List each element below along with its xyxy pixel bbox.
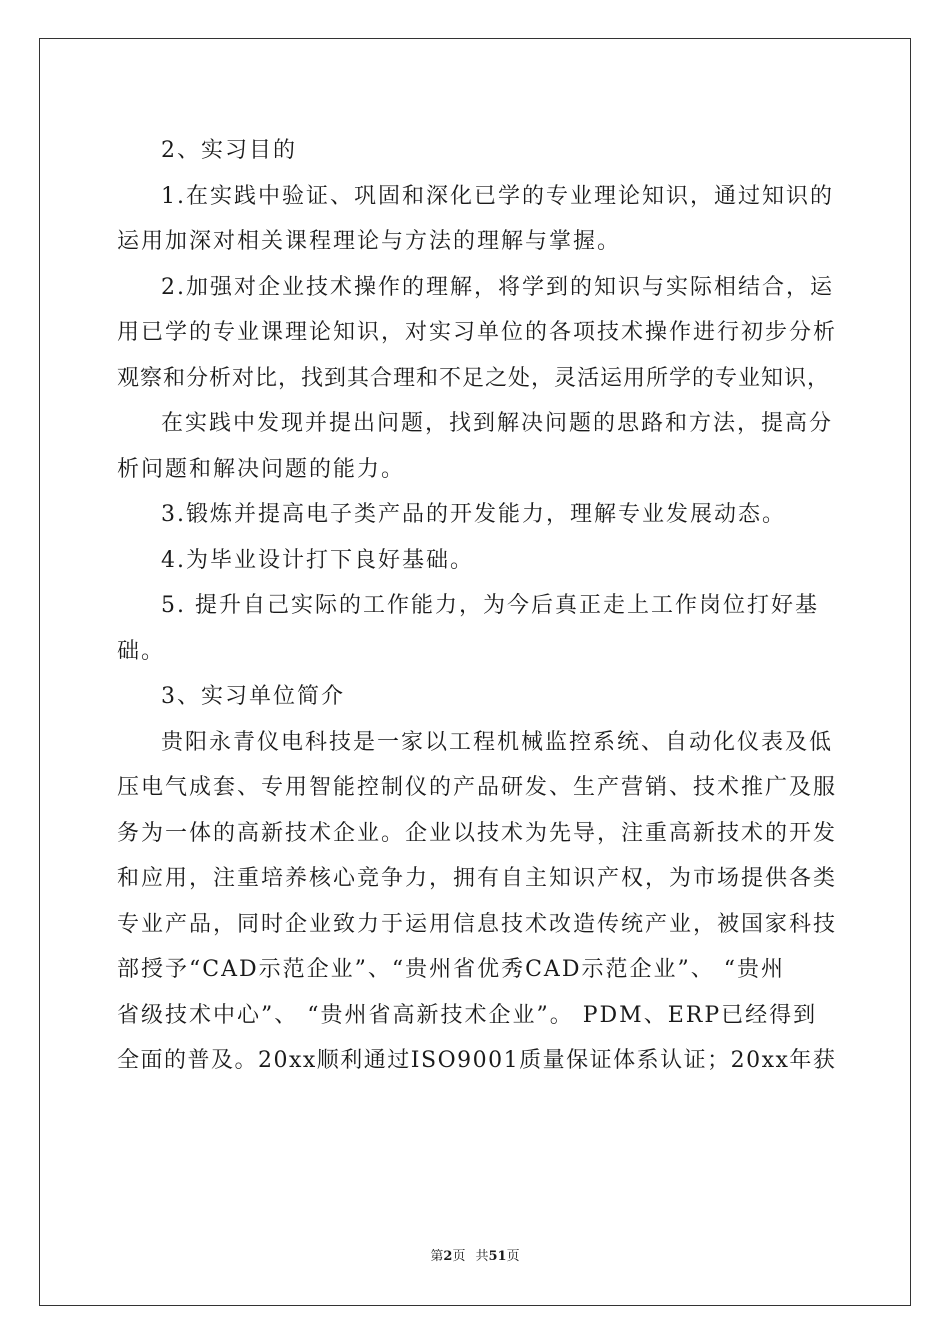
text-line: 专业产品，同时企业致力于运用信息技术改造传统产业，被国家科技 [117, 911, 838, 937]
total-pages: 51 [488, 1249, 507, 1264]
text-line: 贵阳永青仪电科技是一家以工程机械监控系统、自动化仪表及低 [161, 729, 834, 755]
page-footer [0, 1245, 950, 1264]
text-line: 2.加强对企业技术操作的理解，将学到的知识与实际相结合，运 [161, 274, 834, 300]
total-suffix: 页 [506, 1249, 520, 1264]
document-body [117, 128, 837, 1084]
text-line: 析问题和解决问题的能力。 [117, 456, 406, 482]
text-line: 4.为毕业设计打下良好基础。 [161, 547, 474, 573]
total-prefix: 共 [475, 1249, 489, 1264]
text-line: 运用加深对相关课程理论与方法的理解与掌握。 [117, 229, 622, 254]
text-line: 3.锻炼并提高电子类产品的开发能力，理解专业发展动态。 [161, 502, 786, 527]
text-line: 和应用，注重培养核心竞争力，拥有自主知识产权，为市场提供各类 [117, 866, 838, 891]
text-line: 3、实习单位简介 [161, 684, 345, 709]
text-line: 础。 [117, 638, 166, 664]
text-line: 1.在实践中验证、巩固和深化已学的专业理论知识，通过知识的 [161, 183, 834, 209]
text-line: 5. 提升自己实际的工作能力，为今后真正走上工作岗位打好基 [161, 593, 819, 618]
text-line: 2、实习目的 [161, 138, 297, 163]
page-suffix: 页 [452, 1249, 466, 1264]
text-line: 在实践中发现并提出问题，找到解决问题的思路和方法，提高分 [161, 411, 834, 436]
text-line: 压电气成套、专用智能控制仪的产品研发、生产营销、技术推广及服 [117, 775, 838, 800]
page-number: 2 [443, 1249, 453, 1264]
text-line: 观察和分析对比，找到其合理和不足之处，灵活运用所学的专业知识， [117, 365, 831, 391]
text-line: 务为一体的高新技术企业。企业以技术为先导，注重高新技术的开发 [117, 820, 838, 846]
text-line: 省级技术中心”、 “贵州省高新技术企业”。 PDM、ERP已经得到 [117, 1002, 818, 1028]
text-line: 全面的普及。20xx顺利通过ISO9001质量保证体系认证；20xx年获 [117, 1048, 837, 1073]
page-prefix: 第 [430, 1249, 444, 1264]
text-line: 部授予“CAD示范企业”、“贵州省优秀CAD示范企业”、 “贵州 [117, 957, 785, 982]
text-line: 用已学的专业课理论知识，对实习单位的各项技术操作进行初步分析 [117, 320, 838, 345]
